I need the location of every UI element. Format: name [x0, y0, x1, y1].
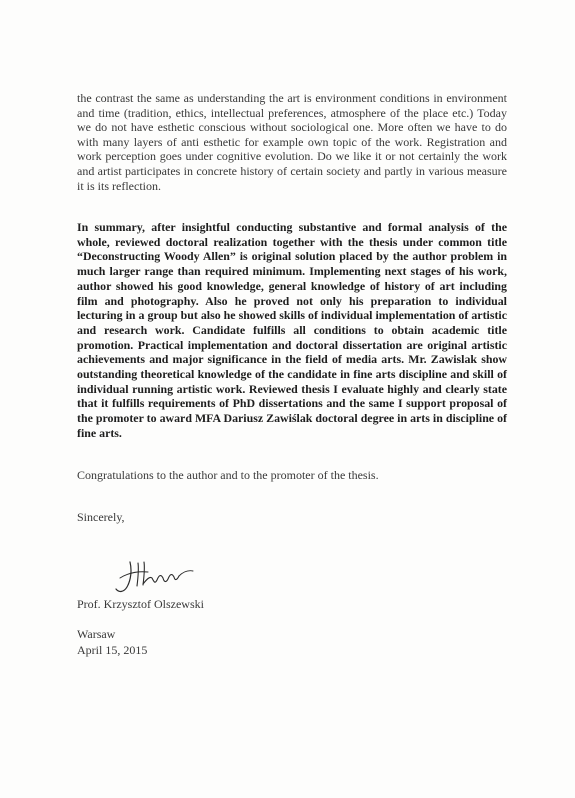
closing-line: Sincerely, — [77, 510, 125, 524]
signatory-name: Prof. Krzysztof Olszewski — [77, 597, 204, 611]
handwritten-signature — [108, 558, 198, 596]
date-line: April 15, 2015 — [77, 643, 148, 657]
city-line: Warsaw — [77, 627, 116, 641]
congratulations-line: Congratulations to the author and to the promoter of the thesis. — [77, 468, 379, 482]
summary-paragraph: In summary, after insightful conducting substantive and formal analysis of the whole, reviewed doctoral realization together with the thesis under common title “Deconstructing Woody Allen” is original solution placed by the author problem in much larger range than required minimum. Implementing next stages of his work, author showed his good knowledge, general knowledge of history of art including film and photography. Also he proved not only his preparation to individual lecturing in a group but also he showed skills of individual implementation of artistic and research work. Candidate fulfills all conditions to obtain academic title promotion. Practical implementation and doctoral dissertation are original artistic achievements and major significance in the field of media arts. Mr. Zawislak show outstanding theoretical knowledge of the candidate in fine arts discipline and skill of individual running artistic work. Reviewed thesis I evaluate highly and clearly state that it fulfills requirements of PhD dissertations and the same I support proposal of the promoter to award MFA Dariusz Zawiślak doctoral degree in arts in discipline of fine arts. — [77, 220, 507, 440]
body-paragraph: the contrast the same as understanding the art is environment conditions in environment and time (tradition, ethics, intellectual preferences, atmosphere of the place etc.) Today we do not have esthetic conscious without sociological one. More often we have to do with many layers of anti esthetic for example own topic of the work. Registration and work perception goes under cognitive evolution. Do we like it or not certainly the work and artist participates in concrete history of certain society and partly in various measure it is its reflection. — [77, 91, 507, 193]
